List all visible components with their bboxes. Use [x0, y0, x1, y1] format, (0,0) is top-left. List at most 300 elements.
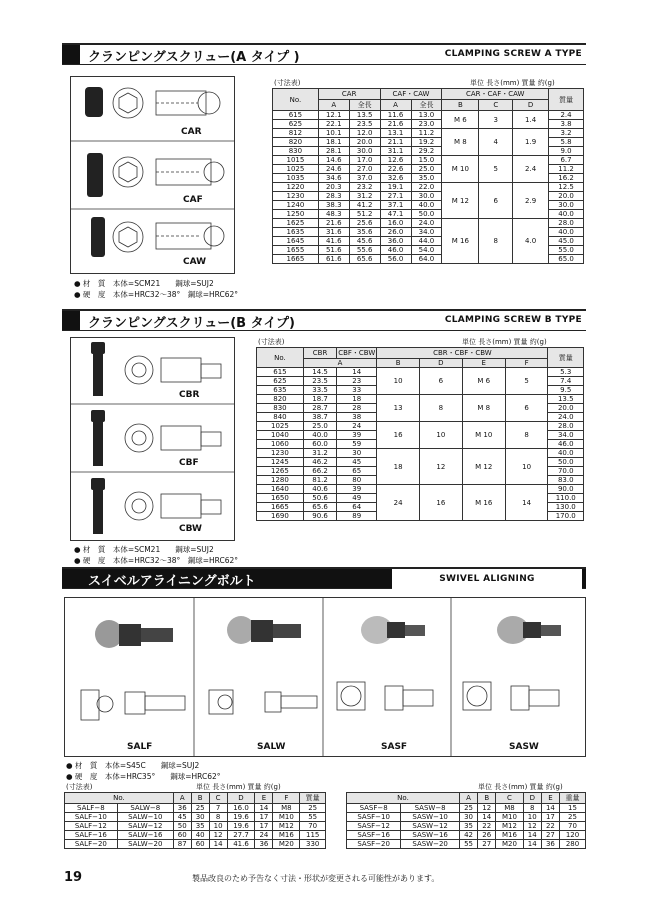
header-cell: E — [255, 793, 273, 804]
figure-label-car: CAR — [181, 127, 202, 137]
table-cell: 39 — [337, 431, 377, 440]
table-cell: 25 — [300, 804, 326, 813]
mass-cell: 130.0 — [548, 503, 584, 512]
table-cell: 30 — [337, 449, 377, 458]
header-cbr: CBR — [303, 348, 336, 359]
table-cell: SASF−8 — [347, 804, 401, 813]
table-cell: 1625 — [273, 219, 319, 228]
header-sub: A — [303, 359, 376, 368]
table-row — [347, 813, 586, 822]
section-a-title: クランピングスクリュー(A タイプ ) — [88, 50, 300, 65]
table-cell: 28.1 — [318, 147, 349, 156]
table-cell: 1025 — [273, 165, 319, 174]
table-cell: 10 — [209, 822, 227, 831]
table-cell: 27 — [478, 840, 496, 849]
table-cell: 24.0 — [411, 219, 442, 228]
table-cell: 1040 — [257, 431, 304, 440]
table-b — [256, 347, 584, 521]
header-cell: 重量 — [560, 793, 586, 804]
header-cell: 質量 — [300, 793, 326, 804]
table-cell: M16 — [273, 831, 300, 840]
table-cell: 60.0 — [303, 440, 336, 449]
mass-cell: 30.0 — [549, 201, 584, 210]
table-cell: 59 — [337, 440, 377, 449]
figure-label-sasf: SASF — [381, 742, 408, 752]
table-cell: 80 — [337, 476, 377, 485]
section-c-header — [62, 567, 586, 589]
table-cell: M10 — [273, 813, 300, 822]
table-cell: 830 — [257, 404, 304, 413]
group-d: 4.0 — [513, 219, 549, 264]
header-sub: E — [462, 359, 505, 368]
table-cell: 24.6 — [318, 165, 349, 174]
group-f: 5 — [505, 368, 548, 395]
group-b: 24 — [377, 485, 420, 521]
table-cell: 1635 — [273, 228, 319, 237]
figure-a-drawings — [71, 77, 235, 274]
group-b: 18 — [377, 449, 420, 485]
table-cell: 89 — [337, 512, 377, 521]
table-cell: 32.6 — [380, 174, 411, 183]
table-row — [65, 831, 326, 840]
mass-cell: 3.2 — [549, 129, 584, 138]
table-cell: 25 — [560, 813, 586, 822]
table-a — [272, 88, 584, 264]
table-cell: 14 — [523, 840, 541, 849]
table-cell: SALF−8 — [65, 804, 118, 813]
table-cell: M8 — [273, 804, 300, 813]
header-sub: B — [377, 359, 420, 368]
table-cell: 26 — [478, 831, 496, 840]
table-b-label: (寸法表) — [258, 338, 285, 346]
mass-cell: 83.0 — [548, 476, 584, 485]
mass-cell: 20.0 — [549, 192, 584, 201]
mass-cell: 16.2 — [549, 174, 584, 183]
table-cell: 14.5 — [303, 368, 336, 377]
header-cell: No. — [347, 793, 460, 804]
mass-cell: 5.8 — [549, 138, 584, 147]
table-cell: 56.0 — [380, 255, 411, 264]
table-cell: 45.6 — [349, 237, 380, 246]
table-cell: 31.2 — [303, 449, 336, 458]
table-cell: 28.7 — [303, 404, 336, 413]
header-sub: D — [420, 359, 463, 368]
table-cell: 33.5 — [303, 386, 336, 395]
table-row — [257, 395, 584, 404]
table-cell: 45 — [337, 458, 377, 467]
material-b-line: ● 材 質 本体=SCM21 鋼球=SUJ2 — [74, 545, 214, 554]
table-cell: 330 — [300, 840, 326, 849]
table-cell: 60 — [173, 831, 191, 840]
section-a-header — [62, 43, 586, 65]
table-cell: 40.6 — [303, 485, 336, 494]
table-cell: 35.6 — [349, 228, 380, 237]
figure-b — [70, 337, 235, 541]
header-mass: 質量 — [549, 89, 584, 111]
table-cell: SALW−10 — [117, 813, 173, 822]
table-cell: 36 — [541, 840, 559, 849]
table-cell: 26.0 — [380, 228, 411, 237]
table-cell: 1645 — [273, 237, 319, 246]
table-cell: 61.6 — [318, 255, 349, 264]
table-cell: 840 — [257, 413, 304, 422]
table-cell: 37.0 — [349, 174, 380, 183]
table-cell: 615 — [257, 368, 304, 377]
table-cell: 1640 — [257, 485, 304, 494]
section-a-subtitle: CLAMPING SCREW A TYPE — [444, 49, 582, 59]
table-cell: 14.6 — [318, 156, 349, 165]
table-cell: 23.5 — [349, 120, 380, 129]
table-cell: M10 — [496, 813, 523, 822]
table-cell: 13.5 — [349, 111, 380, 120]
header-cell: E — [541, 793, 559, 804]
table-cell: SALF−12 — [65, 822, 118, 831]
table-row — [257, 485, 584, 494]
header-sub: A — [318, 100, 349, 111]
table-cell: 70 — [560, 822, 586, 831]
table-cell: 46.2 — [303, 458, 336, 467]
material-c-line: ● 材 質 本体=S45C 鋼球=SUJ2 — [66, 761, 200, 770]
mass-cell: 9.5 — [548, 386, 584, 395]
table-cell: 36 — [173, 804, 191, 813]
table-cell: SASW−16 — [401, 831, 460, 840]
table-cell: 41.6 — [227, 840, 255, 849]
table-row — [273, 183, 584, 192]
header-common: CBR・CBF・CBW — [377, 348, 548, 359]
table-cell: 8 — [523, 804, 541, 813]
table-cell: 21.1 — [380, 138, 411, 147]
table-cell: M12 — [496, 822, 523, 831]
table-cell: 27 — [541, 831, 559, 840]
table-cell: 14 — [541, 804, 559, 813]
group-d: 2.9 — [513, 183, 549, 219]
table-cell: 1220 — [273, 183, 319, 192]
table-cell: 14 — [209, 840, 227, 849]
table-cell: 21.6 — [380, 120, 411, 129]
material-c — [66, 760, 221, 782]
table-cell: 18.1 — [318, 138, 349, 147]
table-row — [65, 804, 326, 813]
mass-cell: 20.0 — [548, 404, 584, 413]
table-cell: 44.0 — [411, 237, 442, 246]
table-cell: 31.2 — [349, 192, 380, 201]
table-cell: 15.0 — [411, 156, 442, 165]
table-row — [347, 822, 586, 831]
group-d: 12 — [420, 449, 463, 485]
table-cell: 1665 — [257, 503, 304, 512]
table-cell: 12.0 — [349, 129, 380, 138]
group-b: 10 — [377, 368, 420, 395]
table-cell: 41.6 — [318, 237, 349, 246]
table-cell: SALW−12 — [117, 822, 173, 831]
table-cell: 33 — [337, 386, 377, 395]
group-d: 6 — [420, 368, 463, 395]
group-e: M 8 — [462, 395, 505, 422]
page-number: 19 — [64, 870, 83, 885]
table-cell: M20 — [273, 840, 300, 849]
table-cell: 41.2 — [349, 201, 380, 210]
table-cell: 20.0 — [349, 138, 380, 147]
table-cell: 39 — [337, 485, 377, 494]
table-cell: 34.6 — [318, 174, 349, 183]
table-cell: 1655 — [273, 246, 319, 255]
table-cell: 66.2 — [303, 467, 336, 476]
table-cell: 65 — [337, 467, 377, 476]
mass-cell: 40.0 — [549, 228, 584, 237]
group-b: M 10 — [442, 156, 479, 183]
group-b: M 8 — [442, 129, 479, 156]
section-b-header — [62, 309, 586, 331]
table-cell: 36 — [255, 840, 273, 849]
table-cell: 1060 — [257, 440, 304, 449]
table-header-row — [273, 100, 584, 111]
table-cell: 81.2 — [303, 476, 336, 485]
figure-label-cbr: CBR — [179, 390, 200, 400]
table-cell: 120 — [560, 831, 586, 840]
table-c1-unit: 単位 長さ(mm) 質量 約(g) — [196, 783, 281, 791]
table-cell: 27.1 — [380, 192, 411, 201]
table-cell: 1035 — [273, 174, 319, 183]
mass-cell: 65.0 — [549, 255, 584, 264]
material-a-line: ● 材 質 本体=SCM21 鋼球=SUJ2 — [74, 279, 214, 288]
table-cell: 50 — [173, 822, 191, 831]
table-cell: 48.3 — [318, 210, 349, 219]
table-cell: 1230 — [273, 192, 319, 201]
figure-b-drawings — [71, 338, 235, 541]
table-cell: 17 — [255, 822, 273, 831]
section-marker — [62, 311, 80, 330]
table-cell: 64 — [337, 503, 377, 512]
table-cell: SASF−20 — [347, 840, 401, 849]
mass-cell: 34.0 — [548, 431, 584, 440]
mass-cell: 12.5 — [549, 183, 584, 192]
header-car: CAR — [318, 89, 380, 100]
group-b: M 6 — [442, 111, 479, 129]
header-caf-caw: CAF・CAW — [380, 89, 442, 100]
table-row — [347, 804, 586, 813]
table-a-unit: 単位 長さ(mm) 質量 約(g) — [470, 79, 555, 87]
header-common: CAR・CAF・CAW — [442, 89, 549, 100]
figure-c-drawings — [65, 598, 586, 757]
header-cell: B — [191, 793, 209, 804]
table-cell: 16.0 — [380, 219, 411, 228]
table-cell: 19.6 — [227, 813, 255, 822]
figure-label-caw: CAW — [183, 257, 207, 267]
header-no: No. — [273, 89, 319, 111]
table-cell: 14 — [523, 831, 541, 840]
figure-label-sasw: SASW — [509, 742, 539, 752]
mass-cell: 3.8 — [549, 120, 584, 129]
figure-label-salf: SALF — [127, 742, 153, 752]
table-cell: 51.2 — [349, 210, 380, 219]
mass-cell: 170.0 — [548, 512, 584, 521]
group-f: 14 — [505, 485, 548, 521]
group-c: 6 — [479, 183, 513, 219]
mass-cell: 24.0 — [548, 413, 584, 422]
table-cell: 14 — [478, 813, 496, 822]
figure-label-cbf: CBF — [179, 458, 199, 468]
mass-cell: 110.0 — [548, 494, 584, 503]
table-cell: 19.1 — [380, 183, 411, 192]
mass-cell: 40.0 — [549, 210, 584, 219]
material-a — [74, 278, 238, 300]
mass-cell: 90.0 — [548, 485, 584, 494]
table-cell: 51.6 — [318, 246, 349, 255]
table-cell: 55 — [459, 840, 477, 849]
table-cell: SASW−8 — [401, 804, 460, 813]
group-b: 13 — [377, 395, 420, 422]
table-cell: 29.2 — [411, 147, 442, 156]
table-cell: 12 — [523, 822, 541, 831]
table-cell: 38.3 — [318, 201, 349, 210]
group-f: 6 — [505, 395, 548, 422]
table-cell: 35 — [191, 822, 209, 831]
table-cell: 37.1 — [380, 201, 411, 210]
table-cell: 812 — [273, 129, 319, 138]
mass-cell: 50.0 — [548, 458, 584, 467]
table-c2 — [346, 792, 586, 849]
table-cell: M8 — [496, 804, 523, 813]
figure-label-caf: CAF — [183, 195, 203, 205]
mass-cell: 13.5 — [548, 395, 584, 404]
material-b — [74, 544, 238, 566]
table-row — [273, 156, 584, 165]
table-cell: SALF−10 — [65, 813, 118, 822]
section-c-title: スイベルアライニングボルト — [88, 574, 256, 589]
section-c-subtitle: SWIVEL ALIGNING — [392, 569, 582, 589]
table-cell: 635 — [257, 386, 304, 395]
table-row — [257, 368, 584, 377]
table-row — [273, 111, 584, 120]
table-cell: 16.0 — [227, 804, 255, 813]
section-marker — [62, 569, 80, 588]
table-cell: 35.0 — [411, 174, 442, 183]
table-cell: 30.0 — [349, 147, 380, 156]
table-cell: SALW−16 — [117, 831, 173, 840]
table-c1-label: (寸法表) — [66, 783, 93, 791]
table-cell: 55.6 — [349, 246, 380, 255]
header-no: No. — [257, 348, 304, 368]
table-cell: 45 — [173, 813, 191, 822]
table-cell: 18.7 — [303, 395, 336, 404]
group-e: M 16 — [462, 485, 505, 521]
header-cbf-cbw: CBF・CBW — [338, 349, 376, 357]
table-cell: 46.0 — [380, 246, 411, 255]
table-cell: 15 — [560, 804, 586, 813]
mass-cell: 6.7 — [549, 156, 584, 165]
table-cell: 1245 — [257, 458, 304, 467]
group-b: M 16 — [442, 219, 479, 264]
table-row — [347, 840, 586, 849]
group-f: 10 — [505, 449, 548, 485]
table-a-label: (寸法表) — [274, 79, 301, 87]
table-cell: 90.6 — [303, 512, 336, 521]
table-row — [65, 813, 326, 822]
table-cell: 625 — [257, 377, 304, 386]
table-cell: 70 — [300, 822, 326, 831]
header-sub: D — [513, 100, 549, 111]
table-cell: 25.0 — [303, 422, 336, 431]
table-cell: 13.0 — [411, 111, 442, 120]
group-c: 5 — [479, 156, 513, 183]
mass-cell: 11.2 — [549, 165, 584, 174]
group-d: 1.9 — [513, 129, 549, 156]
section-b-title: クランピングスクリュー(B タイプ) — [88, 316, 295, 331]
header-cell: D — [227, 793, 255, 804]
header-cell: A — [459, 793, 477, 804]
table-cell: 1250 — [273, 210, 319, 219]
figure-label-salw: SALW — [257, 742, 286, 752]
table-cell: 30 — [459, 813, 477, 822]
hardness-a-line: ● 硬 度 本体=HRC32～38° 鋼球=HRC62° — [74, 290, 239, 299]
table-cell: 23.0 — [411, 120, 442, 129]
table-cell: 830 — [273, 147, 319, 156]
figure-c — [64, 597, 586, 757]
table-cell: 27.7 — [227, 831, 255, 840]
table-cell: 22 — [478, 822, 496, 831]
group-d: 10 — [420, 422, 463, 449]
table-header-row — [257, 348, 584, 359]
mass-cell: 55.0 — [549, 246, 584, 255]
mass-cell: 5.3 — [548, 368, 584, 377]
table-cell: 38.7 — [303, 413, 336, 422]
table-cell: 49 — [337, 494, 377, 503]
group-e: M 12 — [462, 449, 505, 485]
header-sub: F — [505, 359, 548, 368]
table-row — [257, 449, 584, 458]
table-row — [65, 822, 326, 831]
table-cell: 22.1 — [318, 120, 349, 129]
table-cell: 18 — [337, 395, 377, 404]
figure-label-cbw: CBW — [179, 524, 202, 534]
table-cell: 11.2 — [411, 129, 442, 138]
table-cell: 12 — [478, 804, 496, 813]
table-cell: 1665 — [273, 255, 319, 264]
mass-cell: 45.0 — [549, 237, 584, 246]
table-cell: 20.3 — [318, 183, 349, 192]
table-cell: 47.1 — [380, 210, 411, 219]
table-row — [273, 219, 584, 228]
table-cell: 1650 — [257, 494, 304, 503]
table-cell: 22 — [541, 822, 559, 831]
table-cell: 42 — [459, 831, 477, 840]
header-sub: A — [380, 100, 411, 111]
table-cell: 60 — [191, 840, 209, 849]
table-cell: 12.6 — [380, 156, 411, 165]
table-cell: 14 — [255, 804, 273, 813]
table-cell: 28 — [337, 404, 377, 413]
table-cell: SASF−12 — [347, 822, 401, 831]
table-cell: 1230 — [257, 449, 304, 458]
table-cell: 1280 — [257, 476, 304, 485]
table-cell: 11.6 — [380, 111, 411, 120]
table-cell: 1240 — [273, 201, 319, 210]
table-cell: 40.0 — [411, 201, 442, 210]
table-cell: 820 — [273, 138, 319, 147]
table-cell: 25.0 — [411, 165, 442, 174]
table-cell: 12 — [209, 831, 227, 840]
table-cell: 8 — [209, 813, 227, 822]
table-cell: 30 — [191, 813, 209, 822]
table-cell: SASF−10 — [347, 813, 401, 822]
table-cell: 615 — [273, 111, 319, 120]
table-row — [65, 840, 326, 849]
group-d: 8 — [420, 395, 463, 422]
mass-cell: 28.0 — [548, 422, 584, 431]
table-cell: 50.6 — [303, 494, 336, 503]
table-cell: 23 — [337, 377, 377, 386]
mass-cell: 40.0 — [548, 449, 584, 458]
